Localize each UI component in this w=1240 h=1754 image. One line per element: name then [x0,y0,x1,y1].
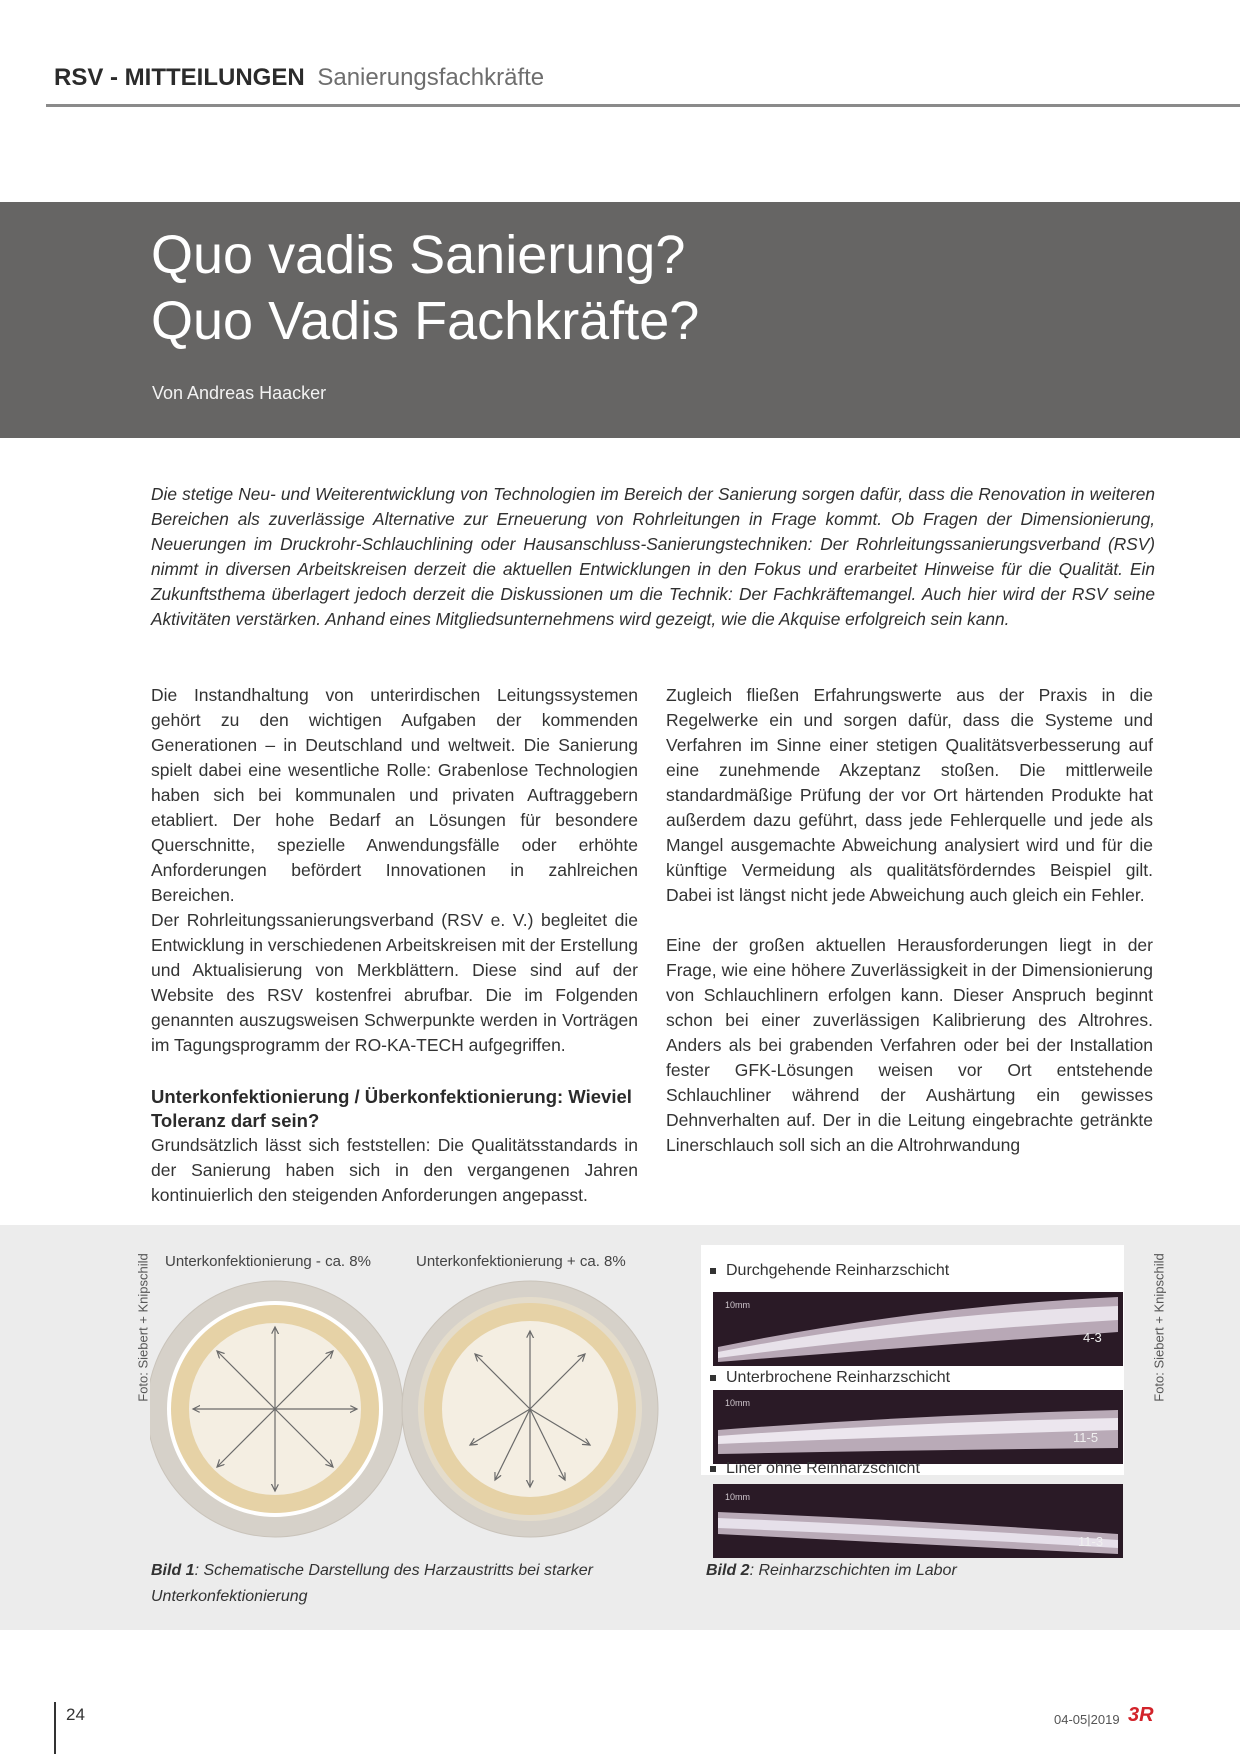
title-line-1: Quo vadis Sanierung? [151,225,686,285]
sample-label: Unterbrochene Reinharzschicht [710,1369,950,1387]
pipe-cross-section-oversized [402,1281,658,1537]
running-header [54,64,544,92]
figure2-caption-label: Bild 2 [706,1562,750,1579]
header-rule [46,104,1240,107]
issue-number: 04-05|2019 [1054,1712,1120,1727]
page-number: 24 [66,1705,85,1724]
sample-label: Durchgehende Reinharzschicht [710,1262,949,1280]
svg-text:11-3: 11-3 [1078,1534,1104,1549]
svg-text:4-3: 4-3 [1083,1330,1102,1345]
svg-text:10mm: 10mm [725,1398,751,1408]
lead-paragraph: Die stetige Neu- und Weiterentwicklung von Technologien im Bereich der Sanierung sorgen dafür, dass die Renovation in weiteren Bereichen als zuverlässige Alternative zur Erneuerung von Rohrleitungen in Frage kommt. Ob Fragen der Dimensionierung, Neuerungen im Druckrohr-Schlauchlining oder Hausanschluss-Sanierungstechniken: Der Rohrleitungssanierungsverband (RSV) nimmt in diversen Arbeitskreisen derzeit die aktuellen Entwicklungen in den Fokus und erarbeitet Hinweise für die Qualität. Ein Zukunftsthema überlagert jedoch derzeit die Diskussionen um die Technik: Der Fachkräftemangel. Auch hier wird der RSV seine Aktivitäten verstärken. Anhand eines Mitgliedsunternehmens wird gezeigt, wie die Akquise erfolgreich sein kann. [151,484,1155,629]
svg-text:10mm: 10mm [725,1492,751,1502]
photo-credit-left: Foto: Siebert + Knipschild [135,1253,151,1402]
body-paragraph: Die Instandhaltung von unterirdischen Leitungssystemen gehört zu den wichtigen Aufgaben der kommenden Generationen – in Deutschland und weltweit. Die Sanierung spielt dabei eine wesentliche Rolle: Grabenlose Technologien haben sich bei kommunalen und privaten Auftraggebern etabliert. Der hohe Bedarf an Lösungen für besondere Querschnitte, spezielle Anwendungsfälle oder erhöhte Anforderungen befördert Innovationen in zahlreichen Bereichen. [151,685,638,905]
title-line-2: Quo Vadis Fachkräfte? [151,291,700,351]
header-section: RSV - MITTEILUNGEN [54,64,305,91]
figure1-caption-text: : Schematische Darstellung des Harzaustritts bei starker Unterkonfektionierung [151,1562,593,1605]
header-subsection: Sanierungsfachkräfte [317,64,545,91]
figure1-caption-label: Bild 1 [151,1562,195,1579]
body-column-left [151,683,638,1208]
publication-logo: 3R [1128,1704,1154,1726]
byline: Von Andreas Haacker [152,383,327,403]
article-title [151,222,699,354]
body-paragraph: Der Rohrleitungssanierungsverband (RSV e. V.) begleitet die Entwicklung in verschiedenen Arbeitskreisen mit der Erstellung und Aktualisierung von Merkblättern. Diese sind auf der Website des RSV kostenfrei abrufbar. Die im Folgenden genannten auszugsweisen Schwerpunkte werden in Vorträgen im Tagungsprogramm der RO-KA-TECH aufgegriffen. [151,910,638,1055]
figure1-caption [151,1558,621,1610]
photo-credit-right: Foto: Siebert + Knipschild [1151,1253,1167,1402]
figure2-caption-text: : Reinharzschichten im Labor [749,1562,957,1579]
body-paragraph: Grundsätzlich lässt sich feststellen: Die Qualitätsstandards in der Sanierung haben sich in den vergangenen Jahren kontinuierlich den steigenden Anforderungen angepasst. [151,1135,638,1205]
figure1-label-right: Unterkonfektionierung + ca. 8% [416,1253,626,1270]
body-paragraph: Zugleich fließen Erfahrungswerte aus der Praxis in die Regelwerke ein und sorgen dafür, dass die Systeme und Verfahren im Sinne einer stetigen Qualitätsverbesserung auf eine zunehmende Akzeptanz stoßen. Die mittlerweile standardmäßige Prüfung der vor Ort härtenden Produkte hat außerdem dazu geführt, dass jede Fehlerquelle und jede als Mangel ausgemachte Abweichung analysiert wird und für die künftige Vermeidung als qualitätsförderndes Beispiel gilt. Dabei ist längst nicht jede Abweichung auch gleich ein Fehler. [666,685,1153,905]
sample-photo [713,1484,1123,1558]
figure1-diagram [150,1275,680,1545]
sample-label: Liner ohne Reinharzschicht [710,1460,920,1478]
body-paragraph: Eine der großen aktuellen Herausforderungen liegt in der Frage, wie eine höhere Zuverlässigkeit in der Dimensionierung von Schlauchlinern erfolgen kann. Dieser Anspruch beginnt schon bei einer zuverlässigen Kalibrierung des Altrohres. Anders als bei grabenden Verfahren oder bei der Installation fester GFK-Lösungen weisen vor Ort entstehende Schlauchliner während der Aushärtung ein gewisses Dehnverhalten auf. Der in die Leitung eingebrachte getränkte Linerschlauch soll sich an die Altrohrwandung [666,935,1153,1155]
body-column-right [666,683,1153,1158]
figure1-label-left: Unterkonfektionierung - ca. 8% [165,1253,371,1270]
figure2-caption [706,1558,1126,1584]
sample-photo [713,1390,1123,1464]
sample-photo [713,1292,1123,1366]
svg-text:11-5: 11-5 [1073,1430,1099,1445]
section-heading: Unterkonfektionierung / Überkonfektionierung: Wieviel Toleranz darf sein? [151,1086,632,1131]
footer-rule [54,1702,56,1754]
svg-text:10mm: 10mm [725,1300,751,1310]
pipe-cross-section-undersized [150,1281,403,1537]
